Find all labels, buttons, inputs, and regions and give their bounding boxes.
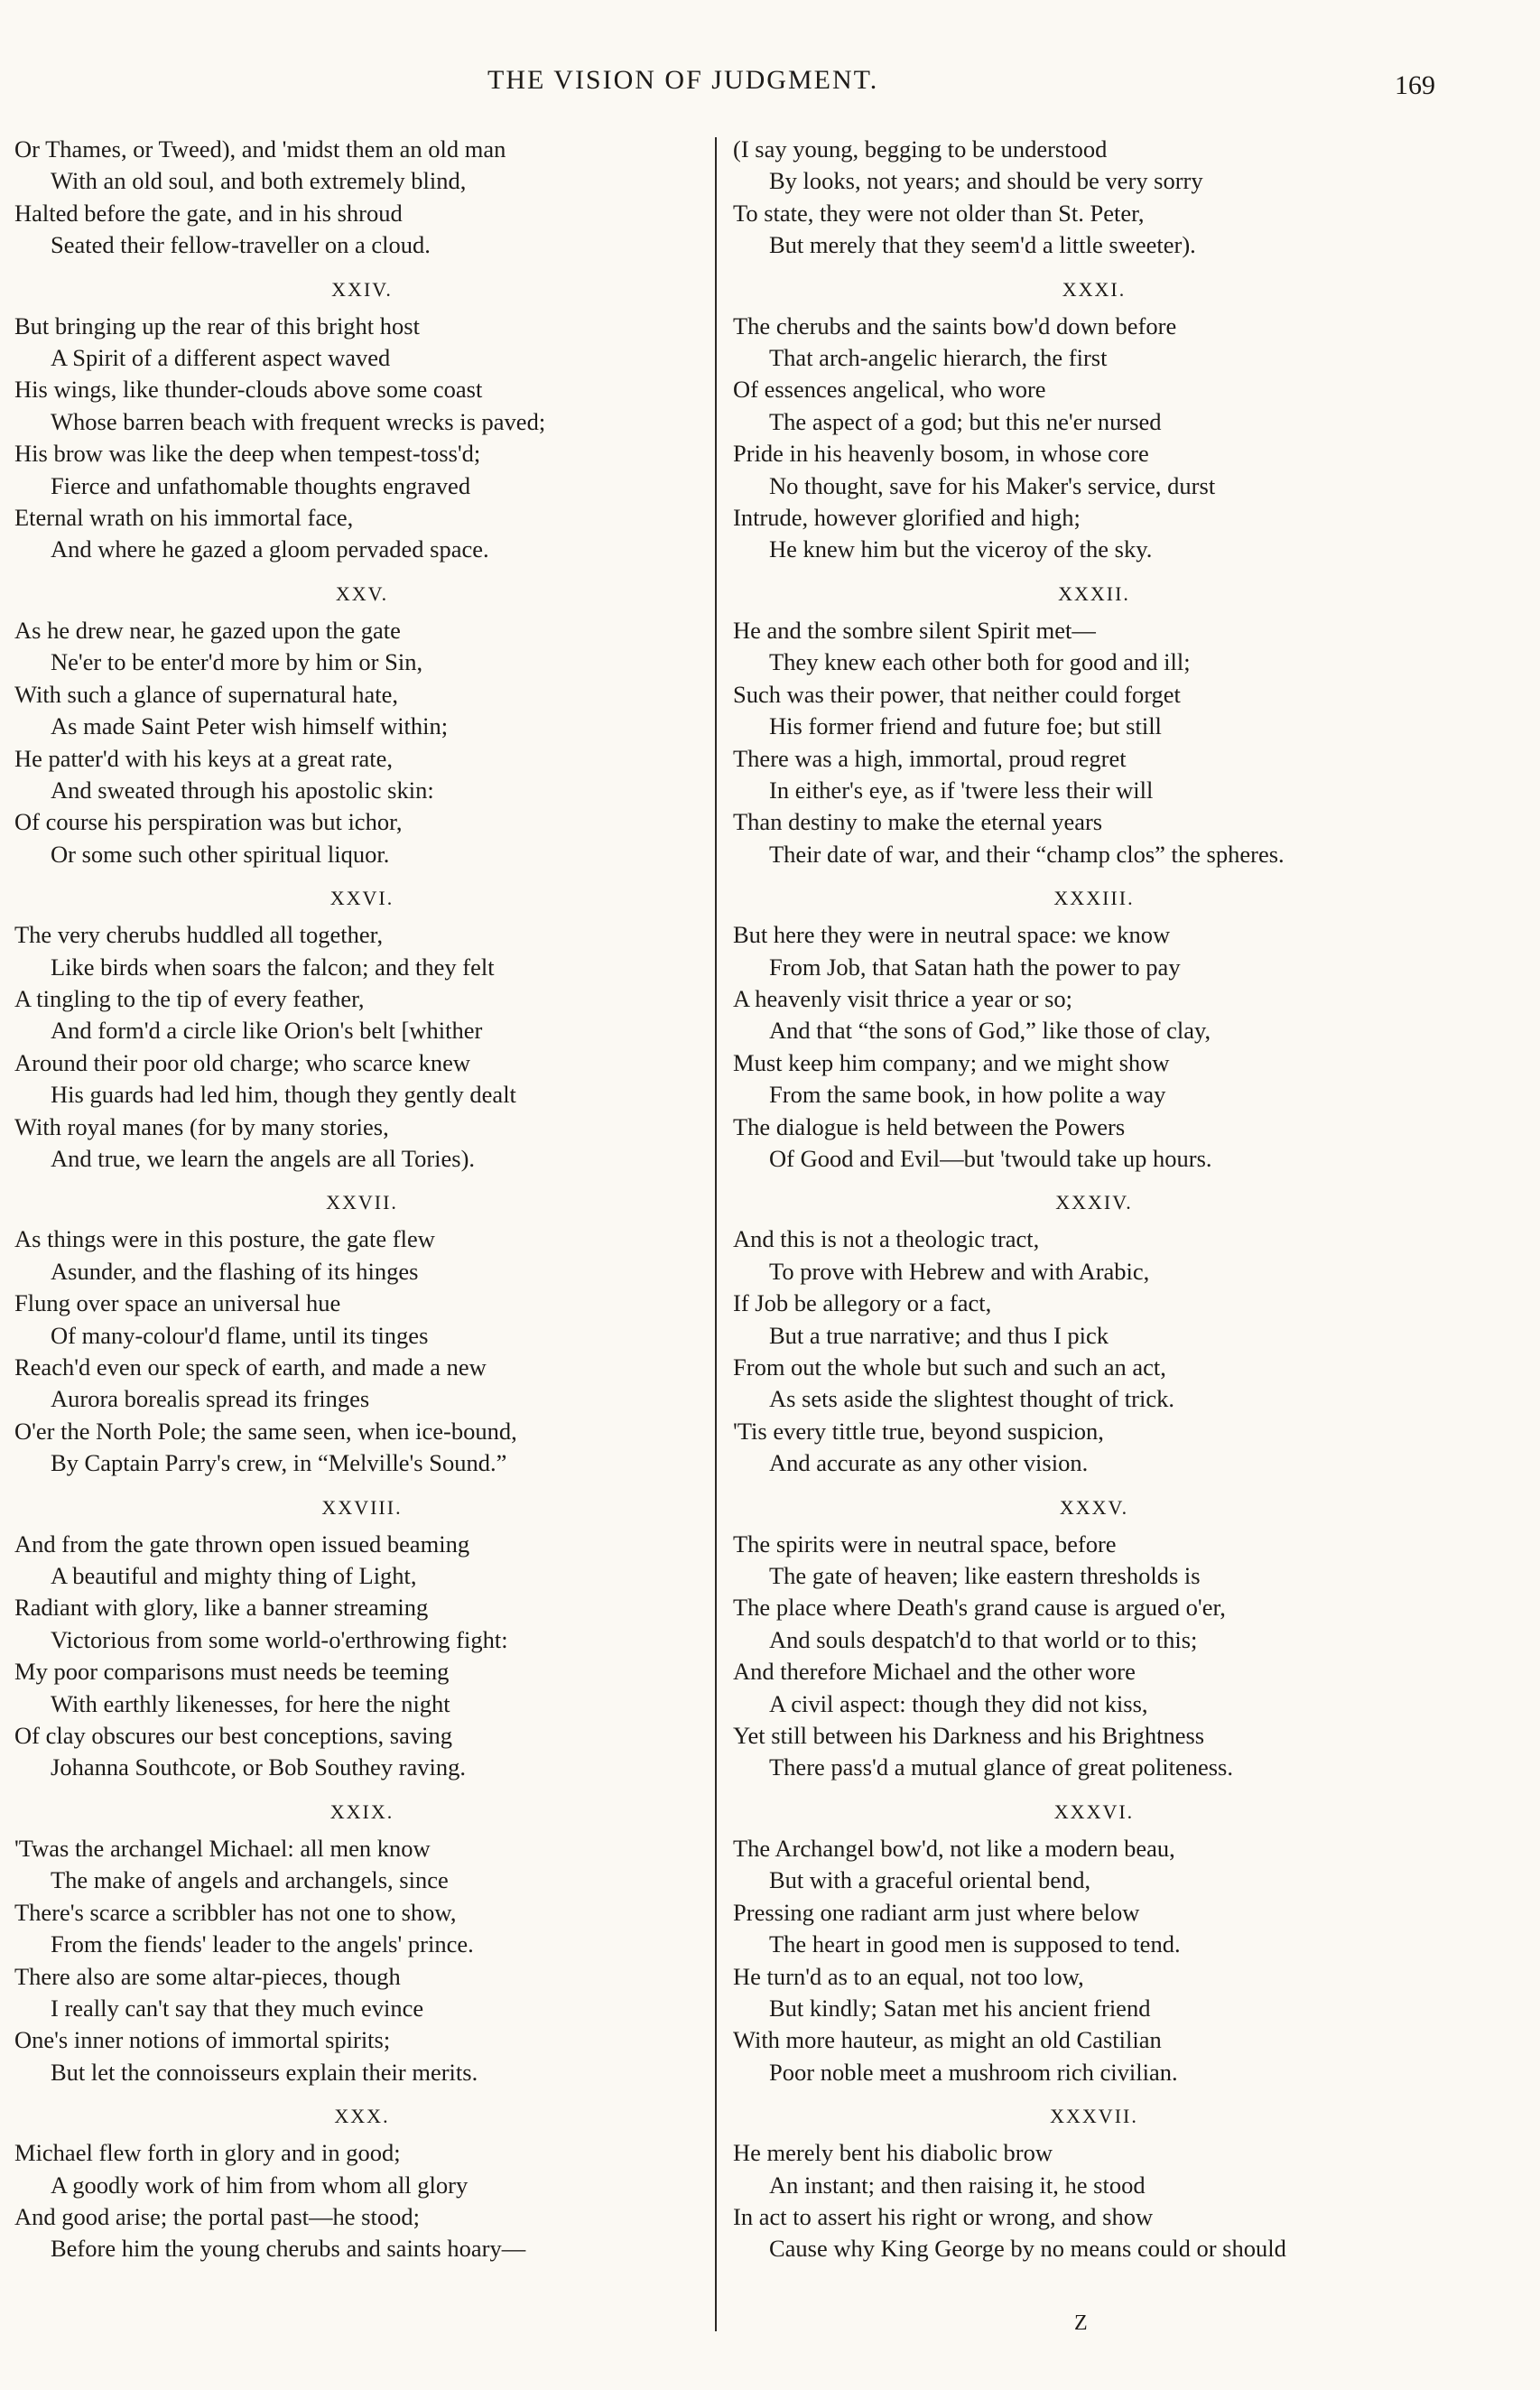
verse-line: And sweated through his apostolic skin:: [51, 776, 434, 804]
verse-line: Reach'd even our speck of earth, and made a new: [14, 1353, 487, 1381]
verse-line: Seated their fellow-traveller on a cloud.: [51, 231, 431, 259]
page-number: 169: [1395, 70, 1435, 100]
verse-line: That arch-angelic hierarch, the first: [769, 344, 1108, 372]
verse-line: But bringing up the rear of this bright host: [14, 312, 420, 339]
verse-line: As he drew near, he gazed upon the gate: [14, 616, 401, 644]
verse-line: Like birds when soars the falcon; and they felt: [51, 953, 495, 981]
verse-line: Halted before the gate, and in his shroud: [14, 199, 403, 227]
verse-line: Before him the young cherubs and saints hoary—: [51, 2235, 526, 2263]
verse-line: And form'd a circle like Orion's belt [whither: [51, 1017, 483, 1045]
verse-line: (I say young, begging to be understood: [733, 135, 1108, 163]
verse-line: The cherubs and the saints bow'd down before: [733, 312, 1177, 339]
verse-line: There's scarce a scribbler has not one to show,: [14, 1898, 457, 1926]
verse-line: An instant; and then raising it, he stood: [769, 2171, 1146, 2199]
stanza: [14, 274, 710, 566]
verse-line: The gate of heaven; like eastern thresholds is: [769, 1562, 1201, 1590]
verse-line: There pass'd a mutual glance of great politeness.: [769, 1753, 1233, 1781]
verse-line: The dialogue is held between the Powers: [733, 1112, 1126, 1140]
verse-line: And true, we learn the angels are all Tories).: [51, 1144, 476, 1172]
verse-line: Pressing one radiant arm just where below: [733, 1898, 1140, 1926]
verse-line: Fierce and unfathomable thoughts engraved: [51, 471, 471, 499]
stanza: [733, 1797, 1455, 2088]
verse-line: One's inner notions of immortal spirits;: [14, 2026, 391, 2054]
stanza: [14, 1493, 710, 1784]
verse-line: The very cherubs huddled all together,: [14, 921, 384, 949]
verse-line: By looks, not years; and should be very sorry: [769, 167, 1203, 195]
verse-line: They knew each other both for good and ill;: [769, 648, 1191, 676]
verse-line: And from the gate thrown open issued beaming: [14, 1530, 470, 1558]
verse-line: To state, they were not older than St. Peter,: [733, 199, 1145, 227]
verse-line: With more hauteur, as might an old Castilian: [733, 2026, 1162, 2054]
stanza: [733, 134, 1455, 262]
stanza-number: XXXII.: [1058, 581, 1130, 605]
verse-line: No thought, save for his Maker's service, durst: [769, 471, 1216, 499]
verse-line: In act to assert his right or wrong, and show: [733, 2202, 1154, 2230]
stanza: [14, 579, 710, 870]
verse-line: But with a graceful oriental bend,: [769, 1866, 1091, 1894]
stanza-number: XXVIII.: [321, 1495, 403, 1519]
verse-line: In either's eye, as if 'twere less their will: [769, 776, 1154, 804]
verse-line: Intrude, however glorified and high;: [733, 504, 1081, 532]
verse-line: But a true narrative; and thus I pick: [769, 1321, 1109, 1349]
verse-line: As made Saint Peter wish himself within;: [51, 712, 449, 740]
stanza: [733, 2101, 1455, 2265]
stanza-number: XXIV.: [331, 277, 393, 301]
stanza: [14, 1797, 710, 2088]
verse-line: He and the sombre silent Spirit met—: [733, 616, 1096, 644]
verse-line: Or some such other spiritual liquor.: [51, 840, 390, 868]
verse-line: As things were in this posture, the gate flew: [14, 1225, 435, 1253]
verse-line: I really can't say that they much evince: [51, 1994, 424, 2022]
verse-line: And good arise; the portal past—he stood;: [14, 2202, 420, 2230]
verse-line: From the fiends' leader to the angels' prince.: [51, 1930, 474, 1958]
verse-line: There also are some altar-pieces, though: [14, 1962, 401, 1990]
verse-line: A Spirit of a different aspect waved: [51, 344, 391, 372]
verse-line: And where he gazed a gloom pervaded space.: [51, 535, 489, 563]
verse-line: To prove with Hebrew and with Arabic,: [769, 1257, 1150, 1285]
verse-line: A beautiful and mighty thing of Light,: [51, 1562, 417, 1590]
stanza-number: XXXIV.: [1055, 1191, 1133, 1214]
verse-line: Around their poor old charge; who scarce knew: [14, 1048, 471, 1076]
verse-line: With royal manes (for by many stories,: [14, 1112, 389, 1140]
verse-line: The aspect of a god; but this ne'er nursed: [769, 407, 1162, 435]
verse-line: From the same book, in how polite a way: [769, 1081, 1166, 1109]
verse-line: Ne'er to be enter'd more by him or Sin,: [51, 648, 423, 676]
stanza: [733, 579, 1455, 870]
verse-line: But here they were in neutral space: we know: [733, 921, 1171, 949]
stanza-number: XXXI.: [1062, 277, 1127, 301]
stanza: [733, 274, 1455, 566]
verse-line: From out the whole but such and such an act,: [733, 1353, 1166, 1381]
stanza-number: XXXVII.: [1050, 2105, 1138, 2128]
stanza: [14, 134, 710, 262]
verse-line: The place where Death's grand cause is argued o'er,: [733, 1594, 1226, 1622]
verse-line: Radiant with glory, like a banner streaming: [14, 1594, 429, 1622]
verse-line: His brow was like the deep when tempest-toss'd;: [14, 440, 481, 468]
running-title: THE VISION OF JUDGMENT.: [487, 65, 879, 95]
stanza-number: XXXV.: [1059, 1495, 1129, 1519]
verse-line: His wings, like thunder-clouds above some coast: [14, 376, 483, 404]
verse-line: 'Tis every tittle true, beyond suspicion,: [733, 1417, 1104, 1445]
left-column: [14, 134, 710, 2271]
stanza-number: XXVII.: [326, 1191, 398, 1214]
verse-line: And that “the sons of God,” like those of clay,: [769, 1017, 1211, 1045]
verse-line: With earthly likenesses, for here the night: [51, 1689, 450, 1717]
verse-line: With an old soul, and both extremely blind,: [51, 167, 467, 195]
verse-line: If Job be allegory or a fact,: [733, 1289, 992, 1317]
verse-line: Yet still between his Darkness and his Brightness: [733, 1722, 1205, 1750]
verse-line: Poor noble meet a mushroom rich civilian.: [769, 2058, 1178, 2086]
verse-line: His former friend and future foe; but still: [769, 712, 1162, 740]
verse-line: Flung over space an universal hue: [14, 1289, 341, 1317]
stanza: [14, 2101, 710, 2265]
verse-line: Of course his perspiration was but ichor,: [14, 808, 403, 836]
verse-line: 'Twas the archangel Michael: all men know: [14, 1834, 431, 1862]
verse-line: Of many-colour'd flame, until its tinges: [51, 1321, 429, 1349]
verse-line: The make of angels and archangels, since: [51, 1866, 449, 1894]
verse-line: Must keep him company; and we might show: [733, 1048, 1170, 1076]
verse-line: A tingling to the tip of every feather,: [14, 984, 365, 1012]
stanza: [733, 1493, 1455, 1784]
verse-line: Of Good and Evil—but 'twould take up hours.: [769, 1144, 1212, 1172]
column-divider: [715, 137, 717, 2331]
verse-line: By Captain Parry's crew, in “Melville's Sound.”: [51, 1449, 507, 1477]
verse-line: Than destiny to make the eternal years: [733, 808, 1103, 836]
stanza: [14, 1187, 710, 1479]
verse-line: Or Thames, or Tweed), and 'midst them an old man: [14, 135, 506, 163]
verse-line: And souls despatch'd to that world or to this;: [769, 1625, 1198, 1653]
stanza-number: XXVI.: [329, 887, 394, 910]
verse-line: A goodly work of him from whom all glory: [51, 2171, 468, 2199]
verse-line: He patter'd with his keys at a great rate,: [14, 744, 394, 772]
verse-line: He turn'd as to an equal, not too low,: [733, 1962, 1084, 1990]
verse-line: With such a glance of supernatural hate,: [14, 680, 398, 708]
stanza-number: XXXIII.: [1053, 887, 1135, 910]
stanza-number: XXV.: [335, 581, 389, 605]
verse-line: But let the connoisseurs explain their merits.: [51, 2058, 478, 2086]
stanza-number: XXIX.: [329, 1799, 394, 1823]
running-head: [0, 65, 1540, 101]
verse-line: A heavenly visit thrice a year or so;: [733, 984, 1073, 1012]
verse-line: And accurate as any other vision.: [769, 1449, 1089, 1477]
verse-line: The heart in good men is supposed to tend.: [769, 1930, 1181, 1958]
verse-line: As sets aside the slightest thought of trick.: [769, 1385, 1174, 1413]
verse-line: And this is not a theologic tract,: [733, 1225, 1040, 1253]
verse-line: Johanna Southcote, or Bob Southey raving.: [51, 1753, 467, 1781]
verse-line: Victorious from some world-o'erthrowing fight:: [51, 1625, 508, 1653]
verse-line: Whose barren beach with frequent wrecks is paved;: [51, 407, 546, 435]
verse-line: O'er the North Pole; the same seen, when ice-bound,: [14, 1417, 517, 1445]
verse-line: But kindly; Satan met his ancient friend: [769, 1994, 1151, 2022]
stanza: [733, 1187, 1455, 1479]
verse-line: Eternal wrath on his immortal face,: [14, 504, 354, 532]
verse-line: Pride in his heavenly bosom, in whose core: [733, 440, 1149, 468]
verse-line: But merely that they seem'd a little sweeter).: [769, 231, 1196, 259]
signature-mark: Z: [1074, 2311, 1088, 2335]
verse-line: Such was their power, that neither could forget: [733, 680, 1181, 708]
verse-line: Cause why King George by no means could or should: [769, 2235, 1286, 2263]
verse-line: There was a high, immortal, proud regret: [733, 744, 1127, 772]
stanza-number: XXXVI.: [1053, 1799, 1135, 1823]
verse-line: Their date of war, and their “champ clos” the spheres.: [769, 840, 1285, 868]
verse-line: His guards had led him, though they gently dealt: [51, 1081, 516, 1109]
stanza: [733, 883, 1455, 1175]
verse-line: Aurora borealis spread its fringes: [51, 1385, 370, 1413]
verse-line: A civil aspect: though they did not kiss,: [769, 1689, 1148, 1717]
verse-line: The spirits were in neutral space, before: [733, 1530, 1117, 1558]
verse-line: My poor comparisons must needs be teeming: [14, 1658, 450, 1686]
right-column: [733, 134, 1455, 2271]
verse-line: He merely bent his diabolic brow: [733, 2139, 1053, 2167]
verse-line: And therefore Michael and the other wore: [733, 1658, 1136, 1686]
stanza: [14, 883, 710, 1175]
stanza-number: XXX.: [334, 2105, 390, 2128]
verse-line: Asunder, and the flashing of its hinges: [51, 1257, 419, 1285]
verse-line: From Job, that Satan hath the power to pay: [769, 953, 1181, 981]
verse-line: He knew him but the viceroy of the sky.: [769, 535, 1153, 563]
verse-line: Of essences angelical, who wore: [733, 376, 1046, 404]
verse-line: Michael flew forth in glory and in good;: [14, 2139, 401, 2167]
verse-line: Of clay obscures our best conceptions, saving: [14, 1722, 452, 1750]
verse-line: The Archangel bow'd, not like a modern beau,: [733, 1834, 1175, 1862]
